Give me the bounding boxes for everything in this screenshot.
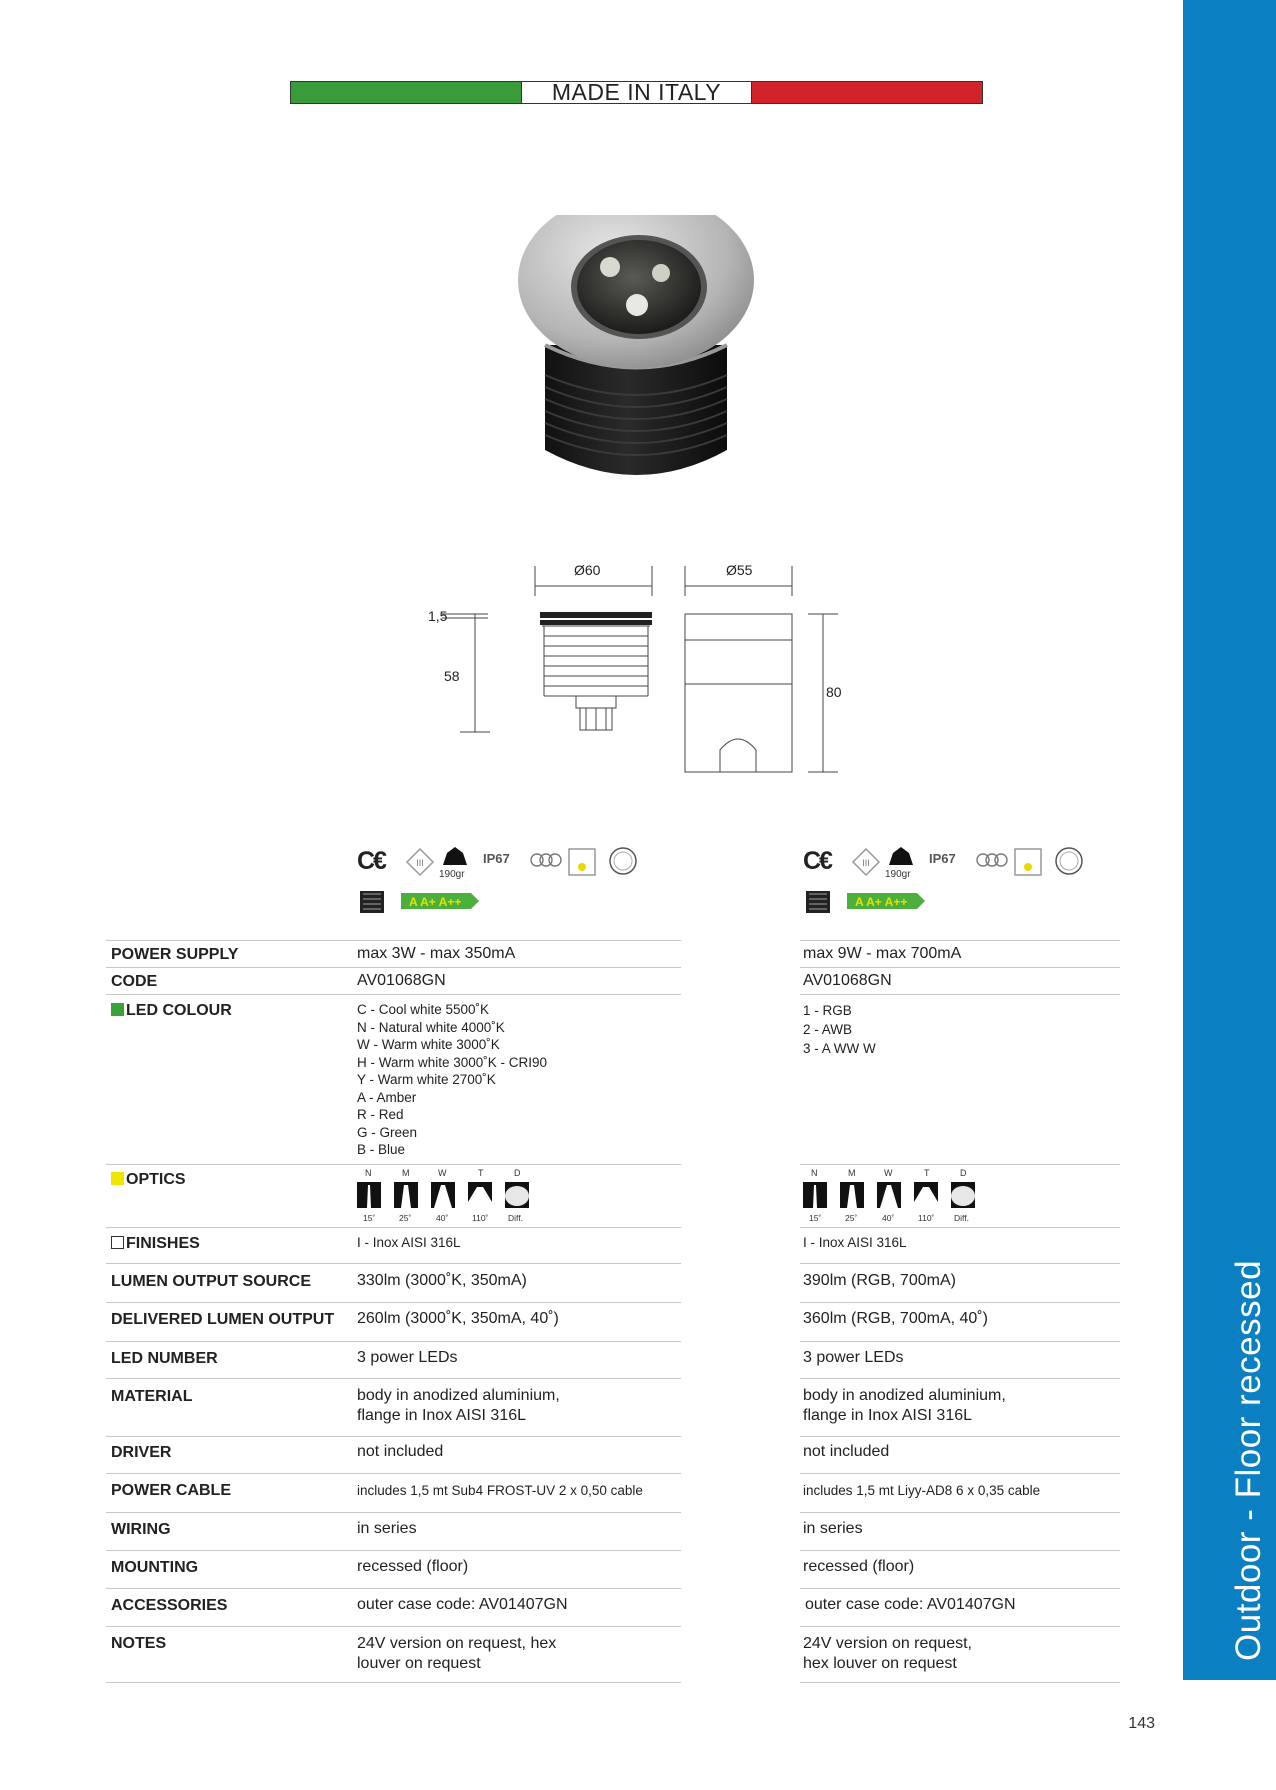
walk-over-icon (887, 845, 915, 865)
flag-red-band (752, 82, 982, 103)
led-lamp-icon (1013, 847, 1043, 877)
led-colour-option: 1 - RGB (803, 1003, 852, 1018)
label-lumen-source: LUMEN OUTPUT SOURCE (111, 1273, 311, 1290)
label-mounting: MOUNTING (111, 1559, 199, 1576)
category-sidebar (1183, 0, 1276, 1680)
dim-d55: Ø55 (726, 562, 753, 578)
led-colour-swatch (111, 1003, 124, 1016)
value-delivered-lumen-2: 360lm (RGB, 700mA, 40˚) (803, 1310, 988, 1327)
cert-icons-right (803, 843, 1093, 923)
made-in-italy-banner (290, 81, 983, 104)
value-power-cable-1: includes 1,5 mt Sub4 FROST-UV 2 x 0,50 cable (357, 1483, 643, 1498)
led-colour-option: G - Green (357, 1124, 418, 1140)
flag-green-band (291, 82, 521, 103)
load-weight: 190gr (439, 869, 465, 880)
notes-line: 24V version on request, hex (357, 1635, 557, 1652)
optic-angle: 15˚ (809, 1213, 822, 1223)
tyre-icon (803, 889, 833, 915)
optic-angle: 25˚ (845, 1213, 858, 1223)
beam-25-icon (394, 1182, 418, 1208)
optic-angle: 110˚ (918, 1213, 935, 1223)
led-colour-option: N - Natural white 4000˚K (357, 1019, 505, 1035)
led-colour-option: 2 - AWB (803, 1022, 853, 1037)
material-line: flange in Inox AISI 316L (803, 1407, 973, 1424)
rotation-icon (1053, 845, 1085, 877)
label-optics: OPTICS (126, 1171, 186, 1188)
value-led-number-2: 3 power LEDs (803, 1349, 904, 1366)
value-finishes-1: I - Inox AISI 316L (357, 1235, 461, 1250)
label-power-cable: POWER CABLE (111, 1482, 231, 1499)
led-colour-list-1 (357, 1001, 547, 1159)
value-driver-1: not included (357, 1443, 444, 1460)
label-accessories: ACCESSORIES (111, 1597, 228, 1614)
ce-mark-icon: C€ (357, 847, 385, 875)
value-notes-2 (803, 1634, 972, 1674)
optics-swatch (111, 1172, 124, 1185)
optic-letter: M (848, 1168, 856, 1178)
beam-15-icon (803, 1182, 827, 1208)
led-colour-option: 3 - A WW W (803, 1041, 876, 1056)
beam-diffuse-icon (951, 1182, 975, 1208)
optic-letter: W (884, 1168, 893, 1178)
value-code-2: AV01068GN (803, 972, 892, 989)
label-code: CODE (111, 973, 158, 990)
dim-case-height: 80 (826, 684, 842, 700)
ip-rating: IP67 (483, 851, 510, 866)
optic-angle: Diff. (508, 1213, 523, 1223)
label-power-supply: POWER SUPPLY (111, 946, 239, 963)
value-material-2 (803, 1386, 1006, 1426)
value-power-cable-2: includes 1,5 mt Liyy-AD8 6 x 0,35 cable (803, 1483, 1041, 1498)
value-lumen-source-2: 390lm (RGB, 700mA) (803, 1272, 956, 1289)
label-delivered-lumen: DELIVERED LUMEN OUTPUT (111, 1311, 335, 1328)
tyre-icon (357, 889, 387, 915)
label-wiring: WIRING (111, 1521, 171, 1538)
value-driver-2: not included (803, 1443, 890, 1460)
notes-line: louver on request (357, 1655, 481, 1672)
optic-angle: 40˚ (882, 1213, 895, 1223)
dim-flange-height: 1,5 (428, 608, 448, 624)
page-number: 143 (1128, 1715, 1155, 1732)
material-line: flange in Inox AISI 316L (357, 1407, 527, 1424)
notes-line: hex louver on request (803, 1655, 957, 1672)
optic-angle: Diff. (954, 1213, 969, 1223)
optic-letter: W (438, 1168, 447, 1178)
svg-text:III: III (862, 858, 870, 868)
svg-text:III: III (416, 858, 424, 868)
glow-wire-icon (529, 851, 563, 869)
svg-text:A A+ A++: A A+ A++ (855, 895, 908, 909)
optic-letter: T (478, 1168, 484, 1178)
value-led-number-1: 3 power LEDs (357, 1349, 458, 1366)
value-lumen-source-1: 330lm (3000˚K, 350mA) (357, 1272, 527, 1289)
dim-d60: Ø60 (574, 562, 601, 578)
technical-drawing (420, 560, 860, 780)
label-led-number: LED NUMBER (111, 1350, 218, 1367)
value-finishes-2: I - Inox AISI 316L (803, 1235, 907, 1250)
led-colour-option: Y - Warm white 2700˚K (357, 1072, 496, 1087)
class-iii-icon (851, 847, 881, 877)
svg-text:A A+ A++: A A+ A++ (409, 895, 462, 909)
beam-110-icon (468, 1182, 492, 1208)
value-accessories-1: outer case code: AV01407GN (357, 1596, 568, 1613)
value-material-1 (357, 1386, 560, 1426)
led-colour-list-2 (803, 1001, 876, 1058)
beam-40-icon (877, 1182, 901, 1208)
label-notes: NOTES (111, 1635, 167, 1652)
beam-diffuse-icon (505, 1182, 529, 1208)
ce-mark-icon: C€ (803, 847, 831, 875)
beam-40-icon (431, 1182, 455, 1208)
led-lamp-icon (567, 847, 597, 877)
finishes-heading (111, 1235, 200, 1253)
material-line: body in anodized aluminium, (357, 1387, 560, 1404)
optic-letter: M (402, 1168, 410, 1178)
product-photo (515, 215, 760, 485)
led-colour-option: W - Warm white 3000˚K (357, 1037, 500, 1052)
value-power-supply-2: max 9W - max 700mA (803, 945, 962, 962)
load-weight: 190gr (885, 869, 911, 880)
value-notes-1 (357, 1634, 556, 1674)
led-colour-option: A - Amber (357, 1089, 417, 1105)
beam-25-icon (840, 1182, 864, 1208)
value-wiring-2: in series (803, 1520, 863, 1537)
class-iii-icon (405, 847, 435, 877)
finishes-swatch (111, 1236, 124, 1249)
material-line: body in anodized aluminium, (803, 1387, 1006, 1404)
dim-body-height: 58 (444, 668, 460, 684)
optic-angle: 110˚ (472, 1213, 489, 1223)
optic-letter: N (811, 1168, 818, 1178)
optics-heading (111, 1171, 186, 1189)
label-led-colour: LED COLOUR (126, 1002, 232, 1019)
walk-over-icon (441, 845, 469, 865)
optic-letter: D (960, 1168, 967, 1178)
value-mounting-2: recessed (floor) (803, 1558, 915, 1575)
led-colour-heading (111, 1002, 232, 1020)
beam-15-icon (357, 1182, 381, 1208)
energy-class-icon (401, 891, 481, 911)
value-mounting-1: recessed (floor) (357, 1558, 469, 1575)
optics-icons-2 (803, 1168, 983, 1224)
optics-icons-1 (357, 1168, 537, 1224)
value-wiring-1: in series (357, 1520, 417, 1537)
category-title: Outdoor - Floor recessed (1229, 1259, 1268, 1661)
optic-letter: T (924, 1168, 930, 1178)
led-colour-option: H - Warm white 3000˚K - CRI90 (357, 1054, 548, 1070)
beam-110-icon (914, 1182, 938, 1208)
value-delivered-lumen-1: 260lm (3000˚K, 350mA, 40˚) (357, 1310, 559, 1327)
glow-wire-icon (975, 851, 1009, 869)
rotation-icon (607, 845, 639, 877)
value-accessories-2: outer case code: AV01407GN (805, 1596, 1016, 1613)
optic-angle: 40˚ (436, 1213, 449, 1223)
optic-letter: D (514, 1168, 521, 1178)
label-material: MATERIAL (111, 1388, 193, 1405)
led-colour-option: C - Cool white 5500˚K (357, 1002, 490, 1017)
led-colour-option: B - Blue (357, 1142, 406, 1157)
led-colour-option: R - Red (357, 1107, 404, 1122)
optic-angle: 25˚ (399, 1213, 412, 1223)
notes-line: 24V version on request, (803, 1635, 972, 1652)
value-power-supply-1: max 3W - max 350mA (357, 945, 516, 962)
label-driver: DRIVER (111, 1444, 172, 1461)
optic-angle: 15˚ (363, 1213, 376, 1223)
optic-letter: N (365, 1168, 372, 1178)
value-code-1: AV01068GN (357, 972, 446, 989)
banner-text: MADE IN ITALY (521, 82, 752, 103)
energy-class-icon (847, 891, 927, 911)
cert-icons-left (357, 843, 647, 923)
ip-rating: IP67 (929, 851, 956, 866)
label-finishes: FINISHES (126, 1235, 200, 1252)
